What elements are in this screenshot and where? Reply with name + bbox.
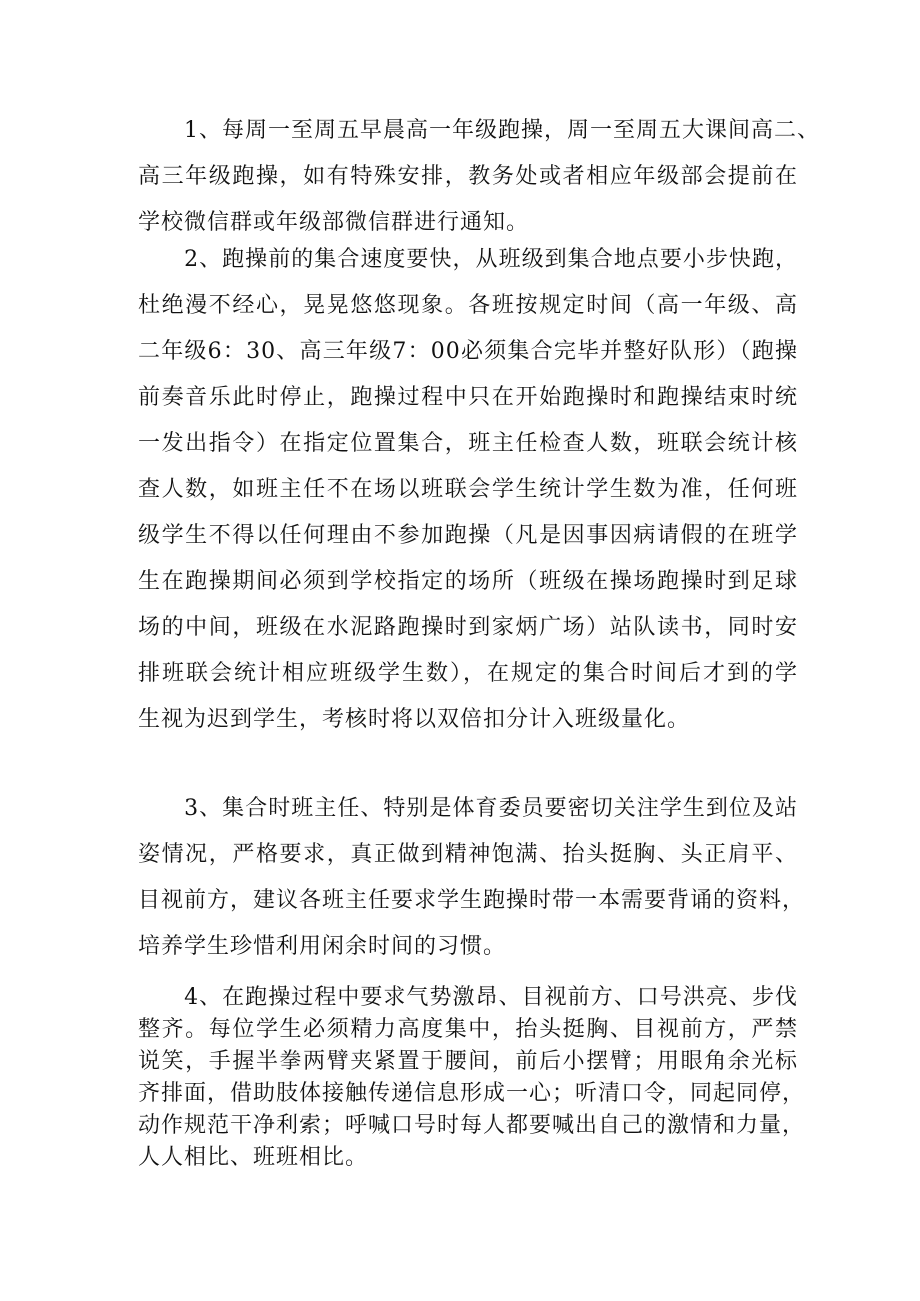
paragraph-line: 齐排面，借助肢体接触传递信息形成一心；听清口令，同起同停， [138,1081,806,1106]
paragraph-line: 培养学生珍惜利用闲余时间的习惯。 [138,934,507,959]
paragraph-line: 场的中间，班级在水泥路跑操时到家炳广场）站队读书，同时安 [138,615,798,640]
paragraph-4 [138,982,806,1174]
paragraph-line: 一发出指令）在指定位置集合，班主任检查人数，班联会统计核 [138,431,798,456]
paragraph-line: 姿情况，严格要求，真正做到精神饱满、抬头挺胸、头正肩平、 [138,842,798,867]
paragraph-line: 生在跑操期间必须到学校指定的场所（班级在操场跑操时到足球 [138,569,798,594]
paragraph-line: 2、跑操前的集合速度要快，从班级到集合地点要小步快跑， [138,247,798,272]
paragraph-line: 排班联会统计相应班级学生数），在规定的集合时间后才到的学 [138,661,798,686]
paragraph-line: 生视为迟到学生，考核时将以双倍扣分计入班级量化。 [138,707,691,732]
paragraph-line: 高三年级跑操，如有特殊安排，教务处或者相应年级部会提前在 [138,164,798,189]
paragraph-line: 查人数，如班主任不在场以班联会学生统计学生数为准，任何班 [138,477,798,502]
paragraph-3 [138,786,806,970]
paragraph-line: 4、在跑操过程中要求气势激昂、目视前方、口号洪亮、步伐 [138,985,798,1010]
paragraph-line: 整齐。每位学生必须精力高度集中，抬头挺胸、目视前方，严禁 [138,1017,798,1042]
paragraph-line: 二年级6：30、高三年级7：00必须集合完毕并整好队形）（跑操 [138,339,798,364]
paragraph-line: 目视前方，建议各班主任要求学生跑操时带一本需要背诵的资料， [138,888,806,913]
paragraph-line: 说笑，手握半拳两臂夹紧置于腰间，前后小摆臂；用眼角余光标 [138,1049,798,1074]
paragraph-line: 学校微信群或年级部微信群进行通知。 [138,210,530,235]
paragraph-line: 动作规范干净利索；呼喊口号时每人都要喊出自己的激情和力量， [138,1113,806,1138]
paragraph-2 [138,237,798,743]
paragraph-line: 级学生不得以任何理由不参加跑操（凡是因事因病请假的在班学 [138,523,798,548]
paragraph-line: 杜绝漫不经心，晃晃悠悠现象。各班按规定时间（高一年级、高 [138,293,798,318]
paragraph-1 [138,108,820,246]
paragraph-line: 人人相比、班班相比。 [138,1145,369,1170]
paragraph-line: 前奏音乐此时停止，跑操过程中只在开始跑操时和跑操结束时统 [138,385,798,410]
paragraph-line: 1、每周一至周五早晨高一年级跑操，周一至周五大课间高二、 [138,118,820,143]
paragraph-line: 3、集合时班主任、特别是体育委员要密切关注学生到位及站 [138,796,798,821]
